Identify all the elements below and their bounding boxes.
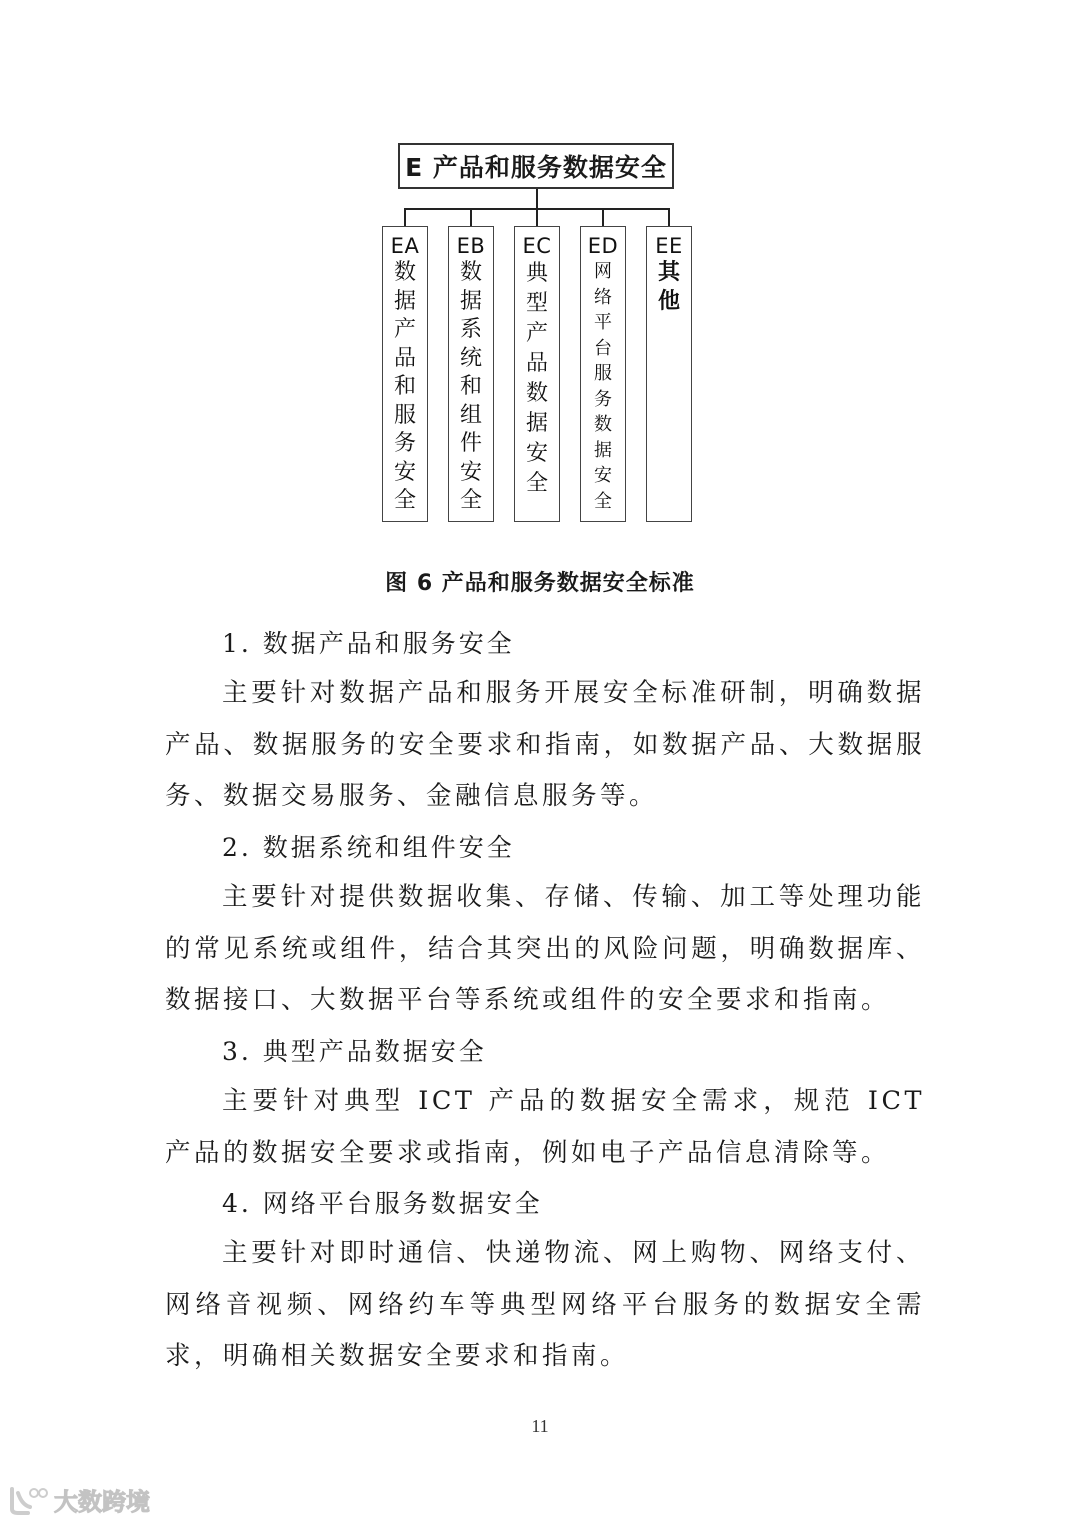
box-char: 络 — [594, 286, 612, 308]
figure-caption: 图 6 产品和服务数据安全标准 — [385, 571, 695, 596]
connector-vertical-root — [536, 189, 538, 209]
diagram-box-ea — [382, 226, 428, 522]
section-heading-2: 2. 数据系统和组件安全 — [222, 833, 515, 862]
box-char: 据 — [525, 411, 548, 436]
box-char: 安 — [525, 441, 548, 466]
connector-ea — [404, 208, 406, 226]
diagram-root-box — [398, 143, 674, 189]
box-char: 安 — [459, 459, 482, 485]
box-char: 据 — [459, 288, 482, 314]
box-char: 全 — [459, 488, 482, 513]
diagram-box-ee — [646, 226, 692, 522]
box-label — [460, 259, 482, 516]
box-label — [658, 259, 680, 316]
box-char: 台 — [594, 337, 612, 359]
section-body-2: 主要针对提供数据收集、存储、传输、加工等处理功能的常见系统或组件，结合其突出的风险问题，明确数据库、数据接口、大数据平台等系统或组件的安全要求和指南。 — [165, 882, 925, 1015]
box-code: ED — [587, 234, 619, 258]
box-char: 品 — [393, 345, 416, 371]
box-char: 平 — [594, 312, 612, 333]
connector-ec — [536, 208, 538, 226]
diagram-box-eb — [448, 226, 494, 522]
box-code: EE — [655, 234, 683, 258]
box-label — [526, 259, 548, 499]
section-heading-4: 4. 网络平台服务数据安全 — [222, 1189, 543, 1218]
section-body-3: 主要针对典型 ICT 产品的数据安全需求，规范 ICT 产品的数据安全要求或指南，例如电子产品信息清除等。 — [165, 1086, 925, 1168]
connector-ed — [602, 208, 604, 226]
box-char: 网 — [594, 261, 612, 282]
section-body-4: 主要针对即时通信、快递物流、网上购物、网络支付、网络音视频、网络约车等典型网络平台服务的数据安全需求，明确相关数据安全要求和指南。 — [165, 1238, 925, 1371]
box-char: 和 — [393, 374, 416, 399]
box-char: 统 — [459, 345, 482, 371]
connector-ee — [668, 208, 670, 226]
watermark — [8, 1482, 150, 1517]
box-char: 安 — [594, 465, 612, 486]
box-char: 服 — [393, 402, 416, 428]
box-char: 他 — [657, 288, 680, 314]
watermark-text: 大数跨境 — [54, 1488, 150, 1516]
page-number: 11 — [531, 1416, 549, 1436]
box-char: 数 — [594, 414, 612, 435]
box-code: EB — [456, 234, 486, 258]
box-char: 典 — [525, 261, 548, 286]
box-char: 和 — [459, 374, 482, 399]
diagram-root-label: E 产品和服务数据安全 — [405, 153, 667, 182]
section-body-1: 主要针对数据产品和服务开展安全标准研制，明确数据产品、数据服务的安全要求和指南，如数据产品、大数据服务、数据交易服务、金融信息服务等。 — [165, 678, 925, 811]
box-char: 据 — [393, 288, 416, 314]
box-char: 全 — [393, 488, 416, 513]
box-char: 组 — [459, 402, 482, 428]
box-label — [394, 259, 416, 516]
diagram-box-ed — [580, 226, 626, 522]
box-char: 件 — [459, 431, 482, 456]
logo-icon — [8, 1485, 50, 1515]
box-char: 其 — [657, 260, 680, 285]
box-char: 数 — [459, 260, 482, 285]
connector-eb — [470, 208, 472, 226]
box-label — [594, 259, 612, 514]
box-code: EC — [522, 234, 552, 258]
box-char: 型 — [525, 291, 548, 316]
box-char: 务 — [594, 388, 612, 410]
box-char: 务 — [393, 431, 416, 456]
section-heading-3: 3. 典型产品数据安全 — [222, 1037, 487, 1066]
box-char: 全 — [525, 471, 548, 496]
box-char: 系 — [459, 317, 482, 342]
box-char: 产 — [525, 321, 548, 346]
box-char: 数 — [393, 260, 416, 285]
box-char: 全 — [594, 490, 612, 512]
box-char: 安 — [393, 459, 416, 485]
box-char: 产 — [393, 317, 416, 342]
box-char: 品 — [525, 351, 548, 376]
box-char: 服 — [594, 363, 612, 384]
diagram-box-ec — [514, 226, 560, 522]
box-char: 数 — [525, 381, 548, 406]
box-char: 据 — [594, 439, 612, 461]
box-code: EA — [390, 234, 420, 258]
section-heading-1: 1. 数据产品和服务安全 — [222, 629, 515, 658]
